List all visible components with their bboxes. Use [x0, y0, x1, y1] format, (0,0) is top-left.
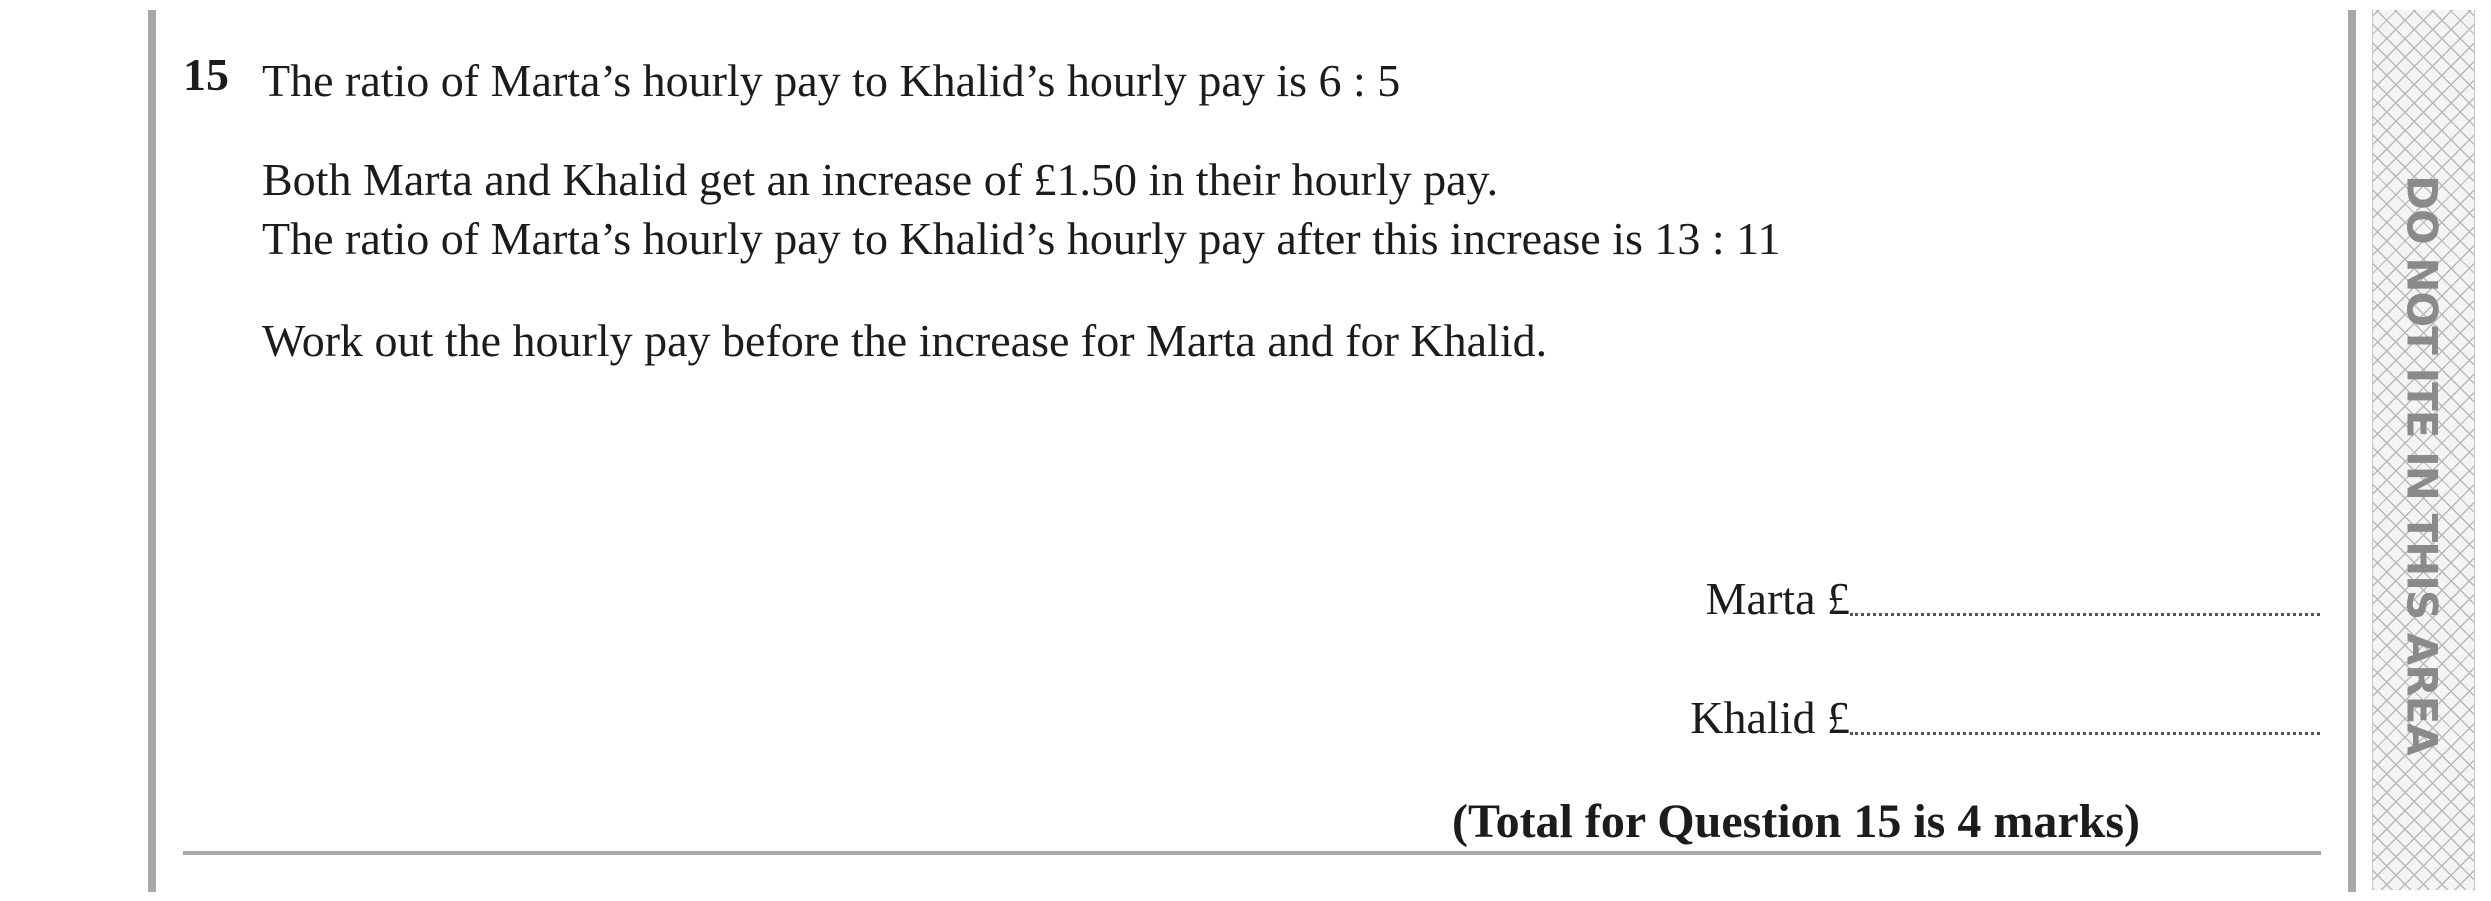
right-margin-rule — [2348, 10, 2356, 892]
question-line-new-ratio: The ratio of Marta’s hourly pay to Khalid’s hourly pay after this increase is 13 : 11 — [262, 213, 1781, 264]
question-line-instruction: Work out the hourly pay before the increase for Marta and for Khalid. — [262, 315, 1548, 366]
marta-answer-row — [1560, 568, 2320, 622]
question-number: 15 — [183, 49, 229, 100]
marta-answer-label: Marta £ — [1705, 573, 1850, 624]
khalid-answer-field[interactable] — [1850, 726, 2320, 735]
left-margin-rule — [148, 10, 156, 892]
question-total-marks: (Total for Question 15 is 4 marks) — [1451, 795, 2140, 848]
khalid-answer-label: Khalid £ — [1690, 692, 1850, 743]
marta-answer-field[interactable] — [1850, 607, 2320, 616]
do-not-write-warning: DO NOT ITE IN THIS AREA — [2397, 175, 2447, 755]
khalid-answer-row — [1560, 687, 2320, 741]
question-line-ratio: The ratio of Marta’s hourly pay to Khalid’s hourly pay is 6 : 5 — [262, 55, 1401, 106]
question-bottom-rule — [183, 851, 2321, 855]
question-line-increase: Both Marta and Khalid get an increase of £1.50 in their hourly pay. — [262, 154, 1499, 205]
